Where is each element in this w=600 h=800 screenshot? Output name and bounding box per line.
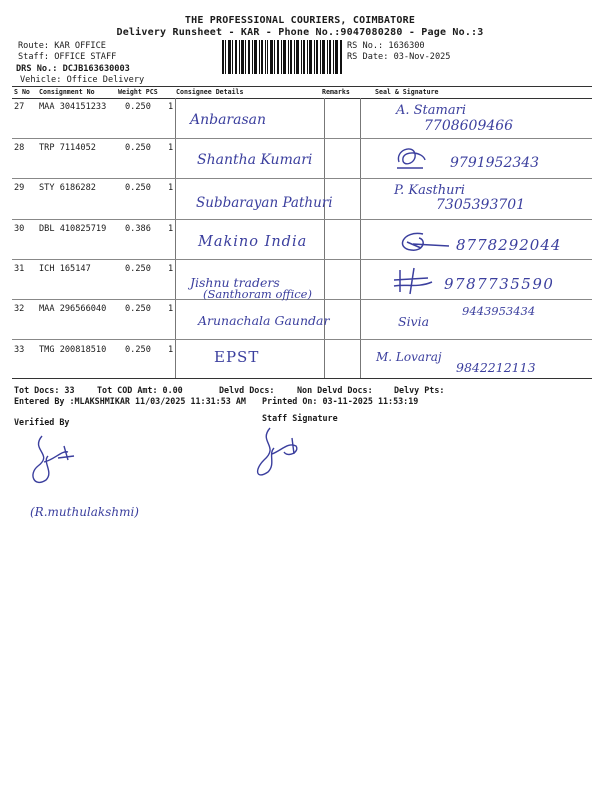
cell-weight: 0.250 [125, 143, 151, 153]
cell-sno: 28 [14, 143, 25, 153]
rs-number: RS No.: 1636300 [347, 41, 425, 51]
cell-pcs: 1 [168, 264, 174, 274]
cell-weight: 0.386 [125, 224, 151, 234]
cell-pcs: 1 [168, 102, 174, 112]
cell-weight: 0.250 [125, 183, 151, 193]
column-divider [360, 98, 361, 378]
receiver-phone-handwriting: 9787735590 [444, 275, 555, 293]
seal-signature-handwriting: Sivia [398, 314, 430, 329]
seal-signature-handwriting: M. Lovaraj [376, 350, 442, 364]
cell-sno: 27 [14, 102, 25, 112]
cell-pcs: 1 [168, 224, 174, 234]
cell-sno: 29 [14, 183, 25, 193]
cell-pcs: 1 [168, 143, 174, 153]
col-header-weight-pcs: Weight PCS [118, 88, 158, 96]
receiver-phone-handwriting: 9443953434 [462, 304, 536, 318]
receiver-phone-handwriting: 7708609466 [424, 118, 514, 134]
cell-weight: 0.250 [125, 345, 151, 355]
consignee-handwriting: Subbarayan Pathuri [196, 195, 333, 211]
row-divider [12, 219, 592, 220]
table-top-rule [12, 86, 592, 87]
column-divider [324, 98, 325, 378]
seal-signature-handwriting: A. Stamari [396, 103, 466, 118]
col-header-seal: Seal & Signature [375, 88, 439, 96]
cell-consignment-no: ICH 165147 [39, 264, 91, 274]
table-header-rule [12, 98, 592, 99]
consignee-handwriting: Anbarasan [190, 112, 267, 128]
route-label: Route: KAR OFFICE [18, 41, 106, 51]
entered-by: Entered By :MLAKSHMIKAR 11/03/2025 11:31:53 AM [14, 396, 246, 406]
cell-sno: 31 [14, 264, 25, 274]
col-header-remarks: Remarks [322, 88, 350, 96]
cell-sno: 32 [14, 304, 25, 314]
cell-consignment-no: STY 6186282 [39, 183, 96, 193]
staff-label: Staff: OFFICE STAFF [18, 52, 117, 62]
total-cod-amount: Tot COD Amt: 0.00 [97, 385, 183, 395]
col-header-consignment: Consignment No [39, 88, 95, 96]
row-divider [12, 138, 592, 139]
vehicle-label: Vehicle: Office Delivery [20, 75, 145, 85]
signature-scribble-icon [393, 228, 451, 256]
row-divider [12, 178, 592, 179]
company-title: THE PROFESSIONAL COURIERS, COIMBATORE [184, 15, 416, 26]
cell-consignment-no: TRP 7114052 [39, 143, 96, 153]
cell-weight: 0.250 [125, 264, 151, 274]
runsheet-title: Delivery Runsheet - KAR - Phone No.:9047080280 - Page No.:3 [116, 27, 484, 38]
staff-signature-label: Staff Signature [262, 413, 338, 423]
drs-number: DRS No.: DCJB163630003 [16, 64, 130, 74]
consignee-handwriting: EPST [214, 348, 260, 366]
cell-consignment-no: MAA 304151233 [39, 102, 107, 112]
cell-pcs: 1 [168, 183, 174, 193]
row-divider [12, 339, 592, 340]
receiver-phone-handwriting: 9791952343 [450, 155, 540, 171]
consignee-handwriting-line2: (Santhoram office) [203, 287, 312, 301]
barcode-image [222, 40, 342, 74]
verifier-signature [24, 432, 80, 490]
printed-on: Printed On: 03-11-2025 11:53:19 [262, 396, 419, 406]
delivered-docs: Delvd Docs: [219, 385, 275, 395]
column-divider [175, 98, 176, 378]
consignee-handwriting: Shantha Kumari [197, 152, 313, 168]
seal-signature-handwriting: P. Kasthuri [394, 183, 465, 198]
cell-weight: 0.250 [125, 304, 151, 314]
col-header-sno: S No [14, 88, 30, 96]
cell-pcs: 1 [168, 304, 174, 314]
table-bottom-rule [12, 378, 592, 379]
cell-consignment-no: MAA 296566040 [39, 304, 107, 314]
consignee-handwriting: Makino India [198, 234, 308, 250]
cell-pcs: 1 [168, 345, 174, 355]
signature-scribble-icon [393, 142, 429, 174]
delivery-points: Delvy Pts: [394, 385, 445, 395]
receiver-phone-handwriting: 8778292044 [456, 236, 562, 254]
rs-date: RS Date: 03-Nov-2025 [347, 52, 451, 62]
receiver-phone-handwriting: 7305393701 [436, 197, 526, 213]
cell-weight: 0.250 [125, 102, 151, 112]
non-delivered-docs: Non Delvd Docs: [297, 385, 373, 395]
cell-sno: 33 [14, 345, 25, 355]
signature-scribble-icon [392, 266, 434, 296]
consignee-handwriting: Arunachala Gaundar [198, 313, 330, 328]
total-docs: Tot Docs: 33 [14, 385, 75, 395]
staff-signature [248, 424, 304, 482]
row-divider [12, 259, 592, 260]
cell-consignment-no: TMG 200818510 [39, 345, 107, 355]
cell-consignment-no: DBL 410825719 [39, 224, 107, 234]
receiver-phone-handwriting: 9842212113 [456, 360, 536, 375]
verifier-name-handwriting: (R.muthulakshmi) [30, 505, 139, 519]
verified-by-label: Verified By [14, 417, 70, 427]
consignee-handwriting: Jishnu traders [190, 275, 280, 290]
col-header-consignee: Consignee Details [176, 88, 244, 96]
cell-sno: 30 [14, 224, 25, 234]
